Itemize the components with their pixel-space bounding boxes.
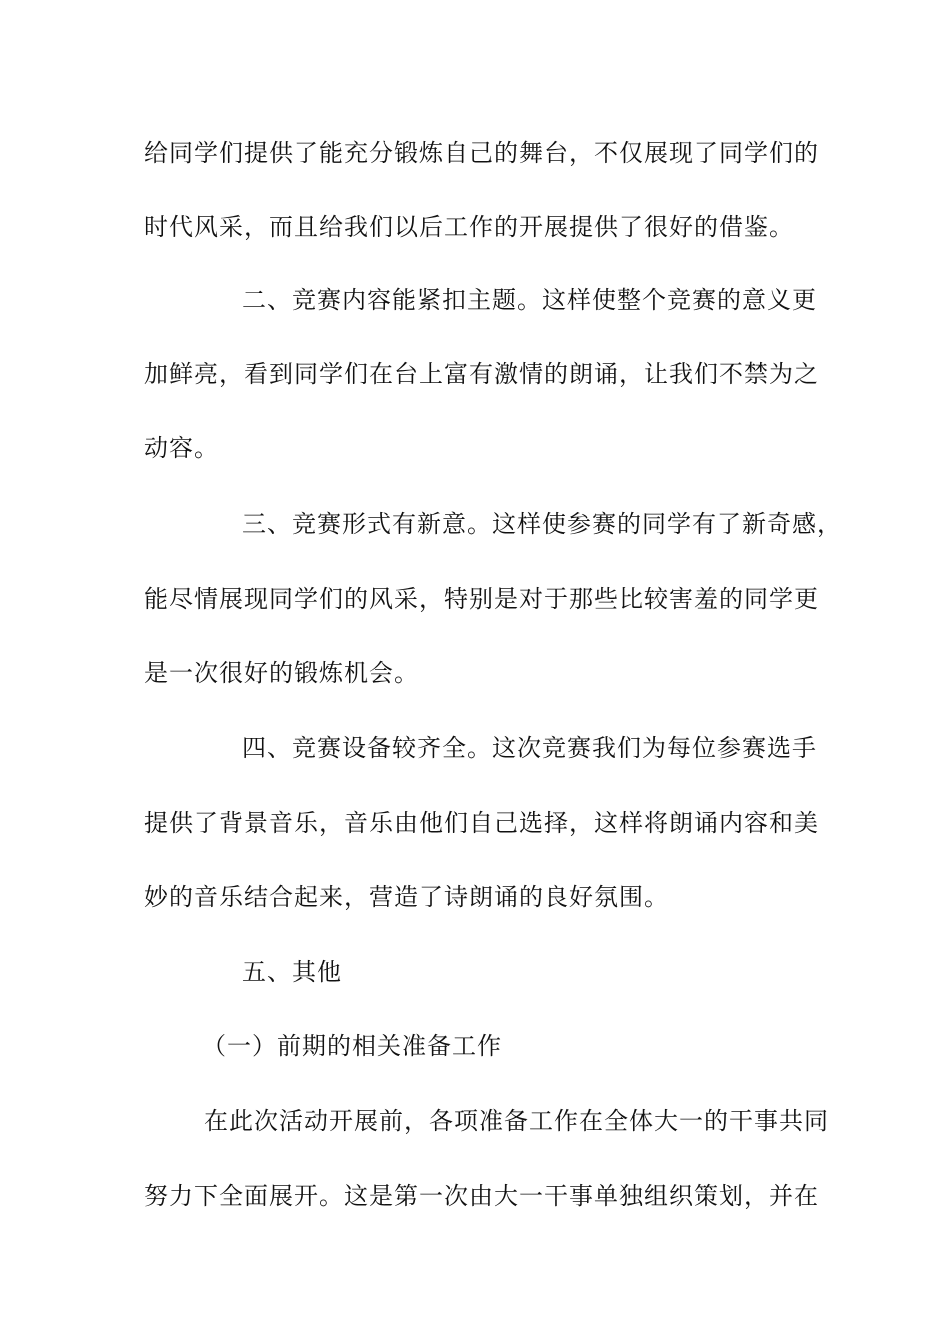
text-line-11: 妙的音乐结合起来，营造了诗朗诵的良好氛围。 [144, 883, 669, 911]
section-heading: 五、其他 [242, 958, 342, 986]
text-line-3: 二、竞赛内容能紧扣主题。这样使整个竞赛的意义更 [242, 286, 817, 314]
text-line-6: 三、竞赛形式有新意。这样使参赛的同学有了新奇感， [242, 510, 842, 538]
text-line-7: 能尽情展现同学们的风采，特别是对于那些比较害羞的同学更 [144, 585, 819, 613]
text-line-5: 动容。 [144, 434, 219, 462]
text-line-14: 在此次活动开展前，各项准备工作在全体大一的干事共同 [204, 1107, 829, 1135]
text-line-15: 努力下全面展开。这是第一次由大一干事单独组织策划，并在 [144, 1182, 819, 1210]
text-line-9: 四、竞赛设备较齐全。这次竞赛我们为每位参赛选手 [242, 734, 817, 762]
text-line-1: 给同学们提供了能充分锻炼自己的舞台，不仅展现了同学们的 [144, 139, 819, 167]
text-line-2: 时代风采，而且给我们以后工作的开展提供了很好的借鉴。 [144, 213, 794, 241]
text-line-10: 提供了背景音乐，音乐由他们自己选择，这样将朗诵内容和美 [144, 809, 819, 837]
text-line-8: 是一次很好的锻炼机会。 [144, 659, 419, 687]
subsection-heading: （一）前期的相关准备工作 [202, 1032, 502, 1060]
text-line-4: 加鲜亮，看到同学们在台上富有激情的朗诵，让我们不禁为之 [144, 360, 819, 388]
